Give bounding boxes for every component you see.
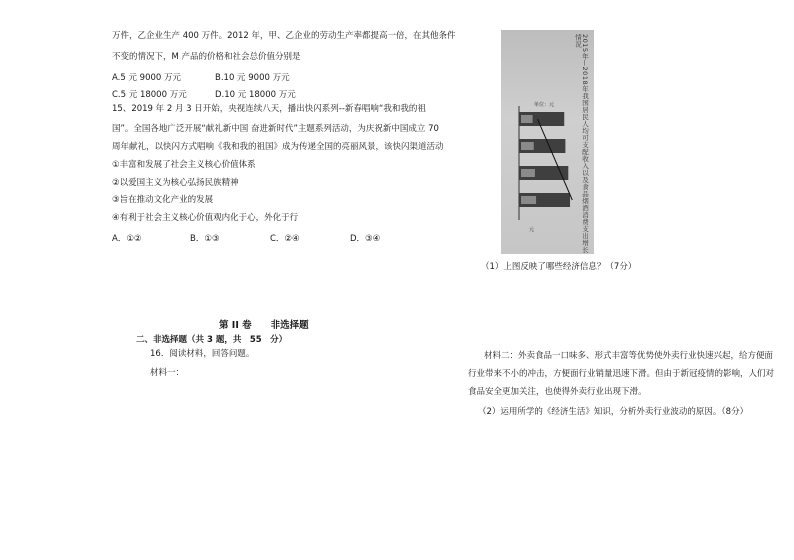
- q15-stem-line1: 15、2019 年 2 月 3 日开始，央视连续八天，播出快闪系列--新春唱响“我和我的祖: [112, 104, 426, 114]
- trend-line: [538, 119, 573, 200]
- q14-option-d: D.10 元 18000 万元: [215, 90, 296, 100]
- q15-option-b: B．①③: [190, 234, 220, 244]
- q16-stem: 16．阅读材料，回答问题。: [150, 349, 255, 359]
- q14-stem-line2: 不变的情况下，M 产品的价格和社会总价值分别是: [112, 52, 301, 62]
- q2-prompt: （2）运用所学的《经济生活》知识，分析外卖行业波动的原因。（8分）: [478, 407, 749, 417]
- material1-label: 材料一：: [150, 368, 185, 378]
- q14-option-c: C.5 元 18000 万元: [112, 90, 187, 100]
- q14-option-b: B.10 元 9000 万元: [215, 73, 290, 83]
- q15-item-3: ③旨在推动文化产业的发展: [112, 195, 214, 205]
- photo-unit-label: 单位：元: [534, 102, 555, 108]
- photo-bar-note: 元: [529, 227, 535, 233]
- q1-prompt: （1）上图反映了哪些经济信息？（7分）: [481, 262, 637, 272]
- bar-series2-2: [521, 169, 535, 177]
- material2-line1: 材料二：外卖食品一口味多、形式丰富等优势使外卖行业快速兴起，给方便面: [484, 351, 774, 361]
- section-subtitle: 二、非选择题（共 3 题，共 55 分）: [136, 335, 288, 345]
- q15-option-d: D．③④: [350, 234, 381, 244]
- bar-chart: [501, 30, 594, 254]
- q15-option-c: C．②④: [270, 234, 300, 244]
- bar-series2-1: [521, 142, 534, 150]
- section-title: 第 II 卷 非选择题: [219, 320, 309, 331]
- bar-series2-3: [521, 196, 536, 204]
- q15-item-4: ④有利于社会主义核心价值观内化于心，外化于行: [112, 213, 299, 223]
- q15-stem-line2: 国”。全国各地广泛开展“献礼新中国 奋进新时代”主题系列活动，为庆祝新中国成立 70: [112, 124, 439, 134]
- q14-stem-line1: 万件，乙企业生产 400 万件。2012 年，甲、乙企业的劳动生产率都提高一倍，在其他条件: [112, 31, 456, 41]
- q15-option-a: A．①②: [112, 234, 142, 244]
- photo-vertical-title: 2015年—2018年我国居民人均可支配收入以及食品烟酒消费支出增长情况: [574, 34, 589, 254]
- material2-line3: 食品安全更加关注，也使得外卖行业出现下滑。: [468, 387, 647, 397]
- q15-stem-line3: 周年献礼，以快闪方式唱响《我和我的祖国》成为传递全国的亮丽风景，该快闪渠道活动: [112, 142, 444, 152]
- q15-item-2: ②以爱国主义为核心弘扬民族精神: [112, 178, 239, 188]
- material2-line2: 行业带来不小的冲击，方便面行业销量迅速下滑。但由于新冠疫情的影响，人们对: [468, 369, 775, 379]
- bar-series2-0: [521, 115, 533, 123]
- chart-photo: [501, 30, 594, 254]
- q14-option-a: A.5 元 9000 万元: [112, 73, 182, 83]
- q15-item-1: ①丰富和发展了社会主义核心价值体系: [112, 160, 256, 170]
